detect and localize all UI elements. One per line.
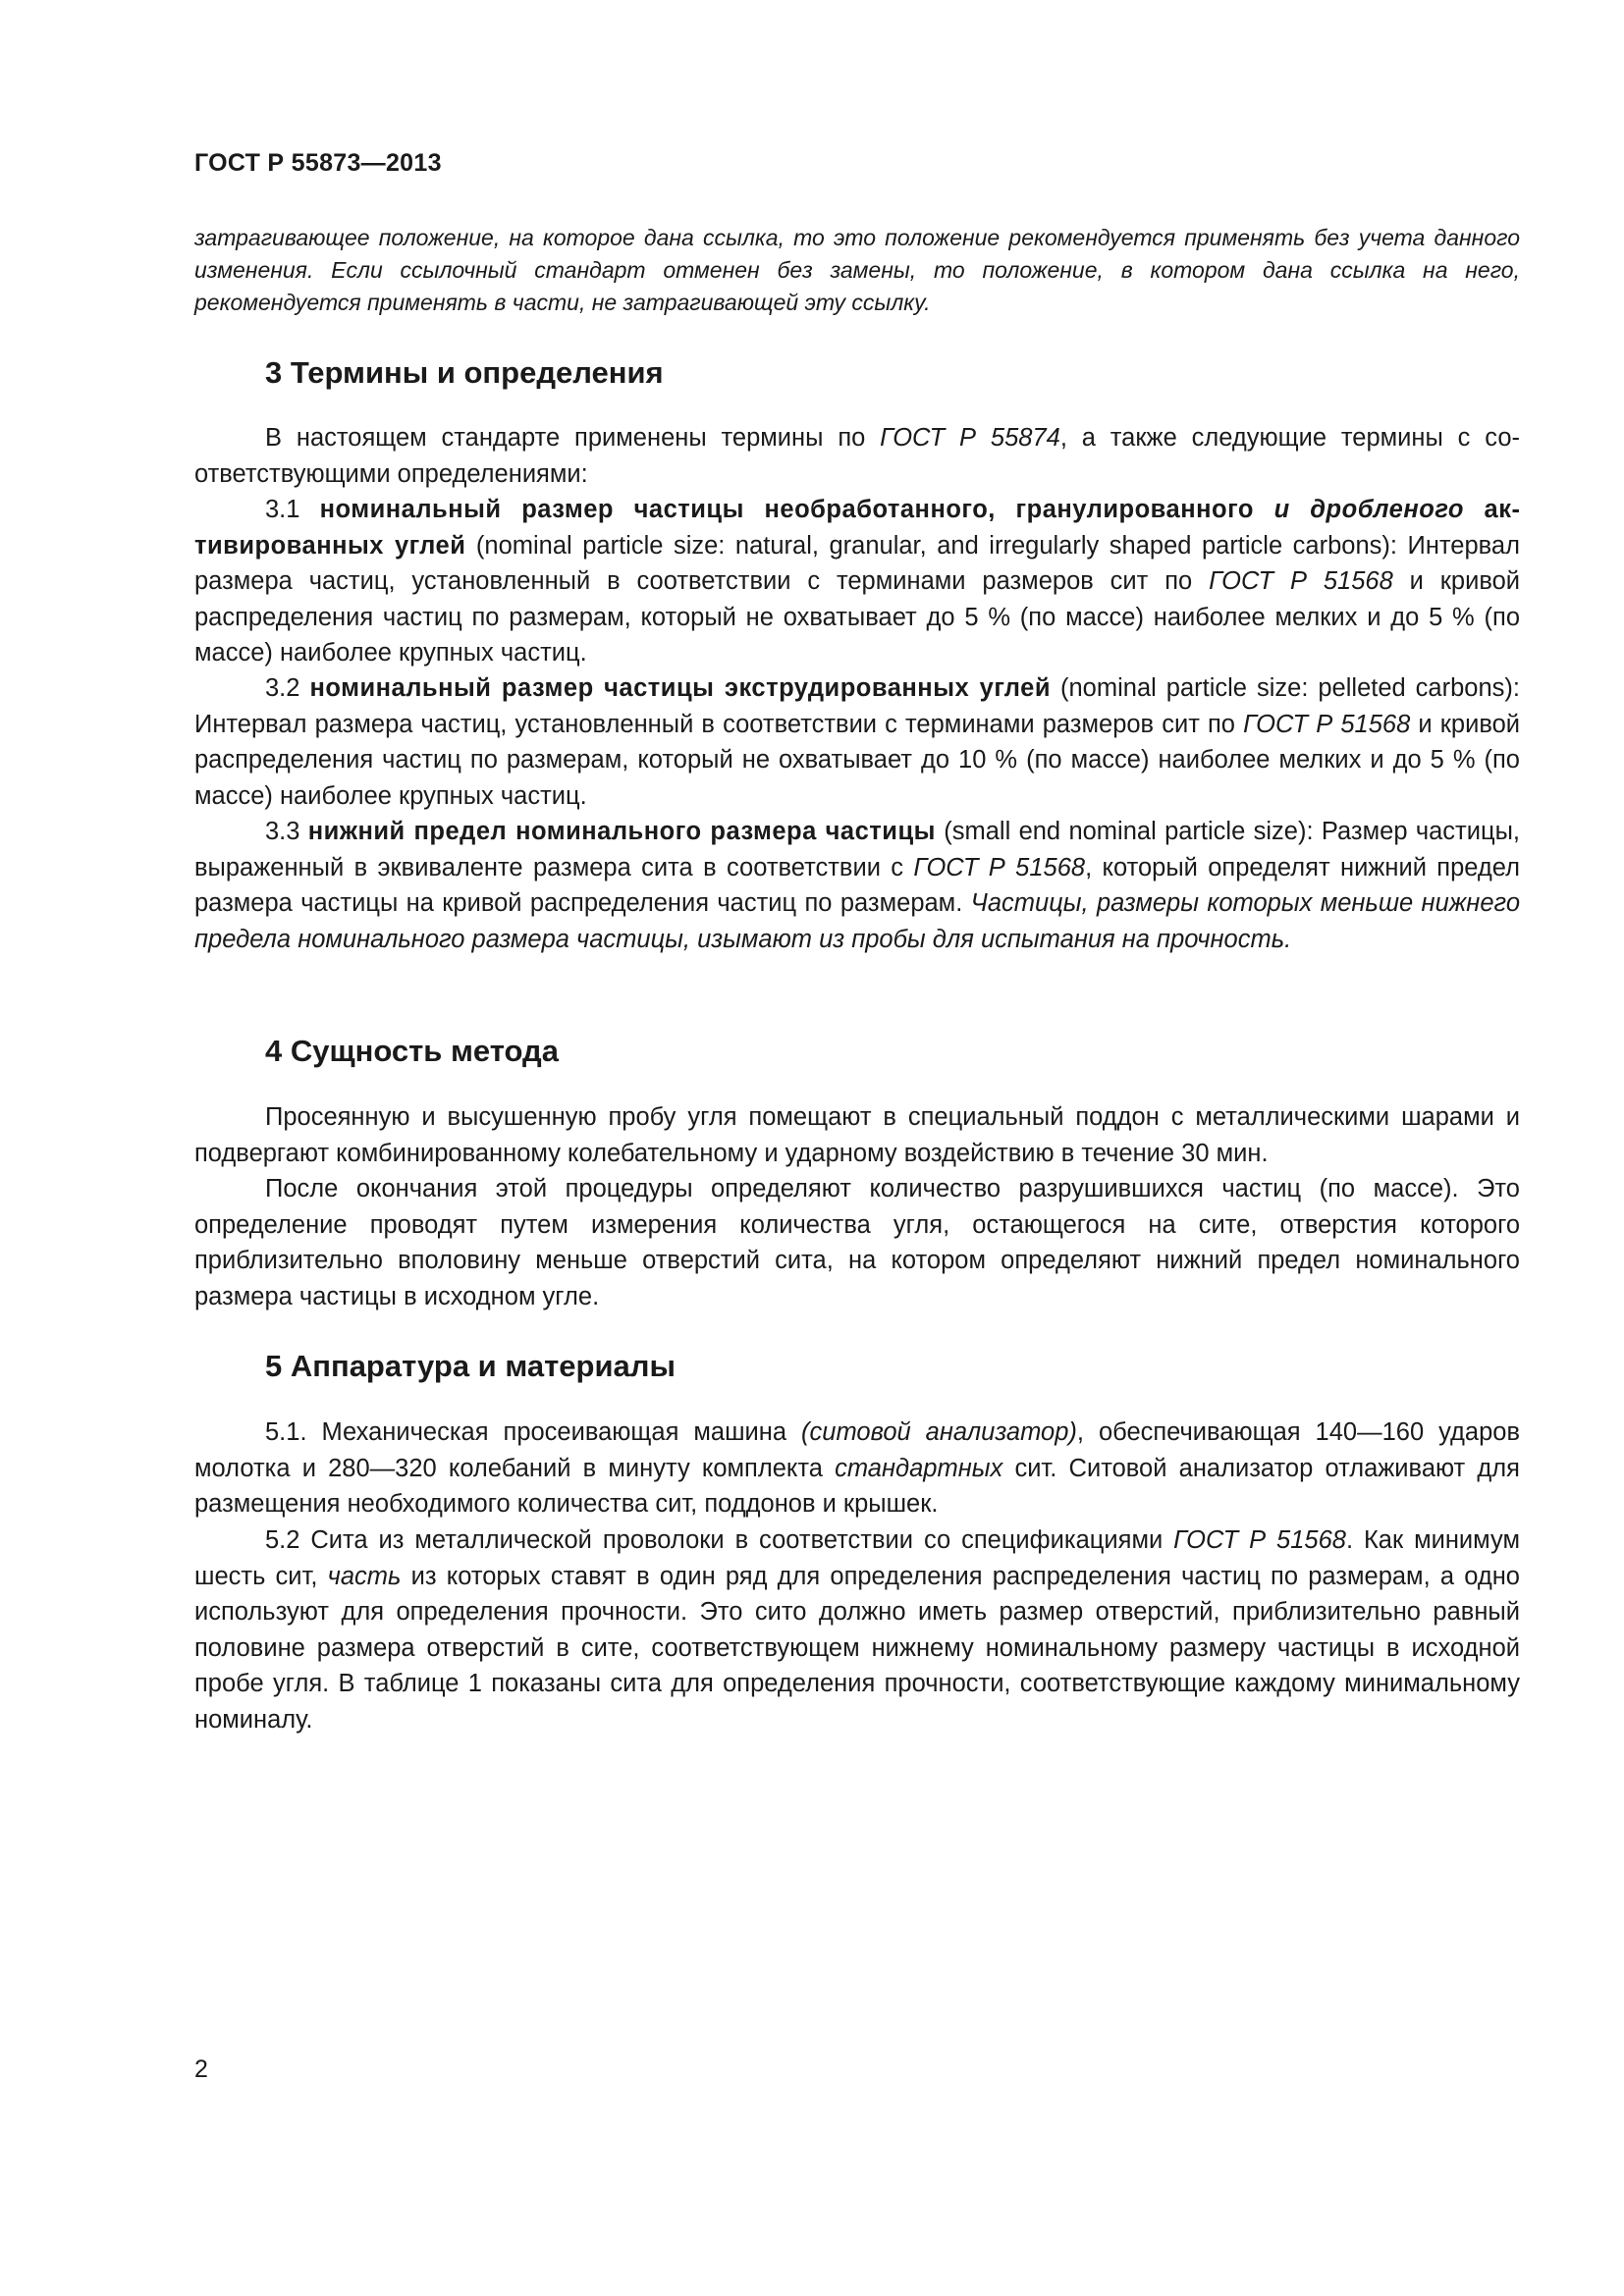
- term-3-3-note: Частицы, размеры которых меньше нижнего предела номинального размера частицы, изымают из пробы для испытания на прочность.: [194, 889, 1520, 953]
- reference-gost-51568: ГОСТ Р 51568: [1243, 710, 1411, 738]
- term-3-1: 3.1 номинальный размер частицы необработанного, гранулированного и дробленого активированных углей (nominal particle size: natural, granular, and irregularly shaped particle carbons): Интервал размера частиц, установленный в соответствии с терминами размеров сит по ГОСТ Р 51568 и кривой распределения частиц по размерам, который не охватывает до 5 % (по массе) наиболее мелких и до 5 % (по массе) наиболее крупных частиц.: [194, 496, 1521, 667]
- section-4-heading: 4 Сущность метода: [265, 1034, 559, 1068]
- term-3-3-title: нижний предел номинального размера частицы: [307, 818, 936, 845]
- section-5-heading: 5 Аппаратура и материалы: [265, 1349, 676, 1383]
- term-3-1-title: номинальный размер частицы необработанного, гранулированного и дробленого активированных углей: [194, 496, 1520, 560]
- reference-gost-51568: ГОСТ Р 51568: [1173, 1526, 1346, 1554]
- term-3-2: 3.2 номинальный размер частицы экструдированных углей (nominal particle size: pelleted carbons): Интервал размера частиц, установленный в соответствии с терминами размеров сит по ГОСТ Р 51568 и кривой распределения частиц по размерам, который не охватывает до 10 % (по массе) наиболее мелких и до 5 % (по массе) наиболее крупных частиц.: [194, 674, 1521, 810]
- reference-gost-55874: ГОСТ Р 55874: [880, 424, 1060, 452]
- document-code-header: ГОСТ Р 55873—2013: [194, 149, 442, 177]
- section-3-heading: 3 Термины и определения: [265, 355, 664, 390]
- section-4-paragraph-1: Просеянную и высушенную пробу угля помещают в специальный поддон с металлическими шарами и подвергают комбинированному колебательному и ударному воздействию в течение 30 мин.: [194, 1103, 1520, 1167]
- clause-5-2: 5.2 Сита из металлической проволоки в соответствии со спецификациями ГОСТ Р 51568. Как минимум шесть сит, часть из которых ставят в один ряд для определения распределения частиц по размерам, а одно используют для определения прочности. Это сито должно иметь размер отверстий, приблизительно равный половине размера отверстий в сите, соответствующем нижнему номинальному размеру частицы в исходной пробе угля. В таблице 1 показаны сита для определения прочности, соответствующие каждому минимальному номиналу.: [194, 1526, 1520, 1734]
- term-3-2-title: номинальный размер частицы экструдированных углей: [309, 674, 1052, 702]
- term-3-3: 3.3 нижний предел номинального размера частицы (small end nominal particle size): Размер частицы, выраженный в эквиваленте размера сита в соответствии с ГОСТ Р 51568, который определят нижний предел размера частицы на кривой распределения частиц по размерам. Частицы, размеры которых меньше нижнего предела номинального размера частицы, изымают из пробы для испытания на прочность.: [194, 818, 1520, 953]
- reference-gost-51568: ГОСТ Р 51568: [913, 853, 1086, 881]
- clause-5-1: 5.1. Механическая просеивающая машина (ситовой анализатор), обеспечивающая 140—160 ударов молотка и 280—320 колебаний в минуту комплекта стандартных сит. Ситовой анализатор отлаживают для размещения необходимого количества сит, поддонов и крышек.: [194, 1418, 1520, 1518]
- section-4-paragraph-2: После окончания этой процедуры определяют количество разрушившихся частиц (по массе). Это определение проводят путем измерения количества угля, остающегося на сите, отверстия которого приблизительно вполовину меньше отверстий сита, на котором определяют нижний предел номинального размера частицы в исходном угле.: [194, 1175, 1520, 1310]
- section-3-intro: В настоящем стандарте применены термины по ГОСТ Р 55874, а также следующие термины с соответствующими определениями:: [194, 424, 1521, 488]
- page-number: 2: [194, 2056, 208, 2083]
- intro-note: затрагивающее положение, на которое дана ссылка, то это положение рекомендуется применять без учета данного изменения. Если ссылочный стандарт отменен без замены, то положение, в котором дана ссылка на него, рекомендуется применять в части, не затрагивающей эту ссылку.: [194, 225, 1520, 315]
- reference-gost-51568: ГОСТ Р 51568: [1209, 567, 1393, 595]
